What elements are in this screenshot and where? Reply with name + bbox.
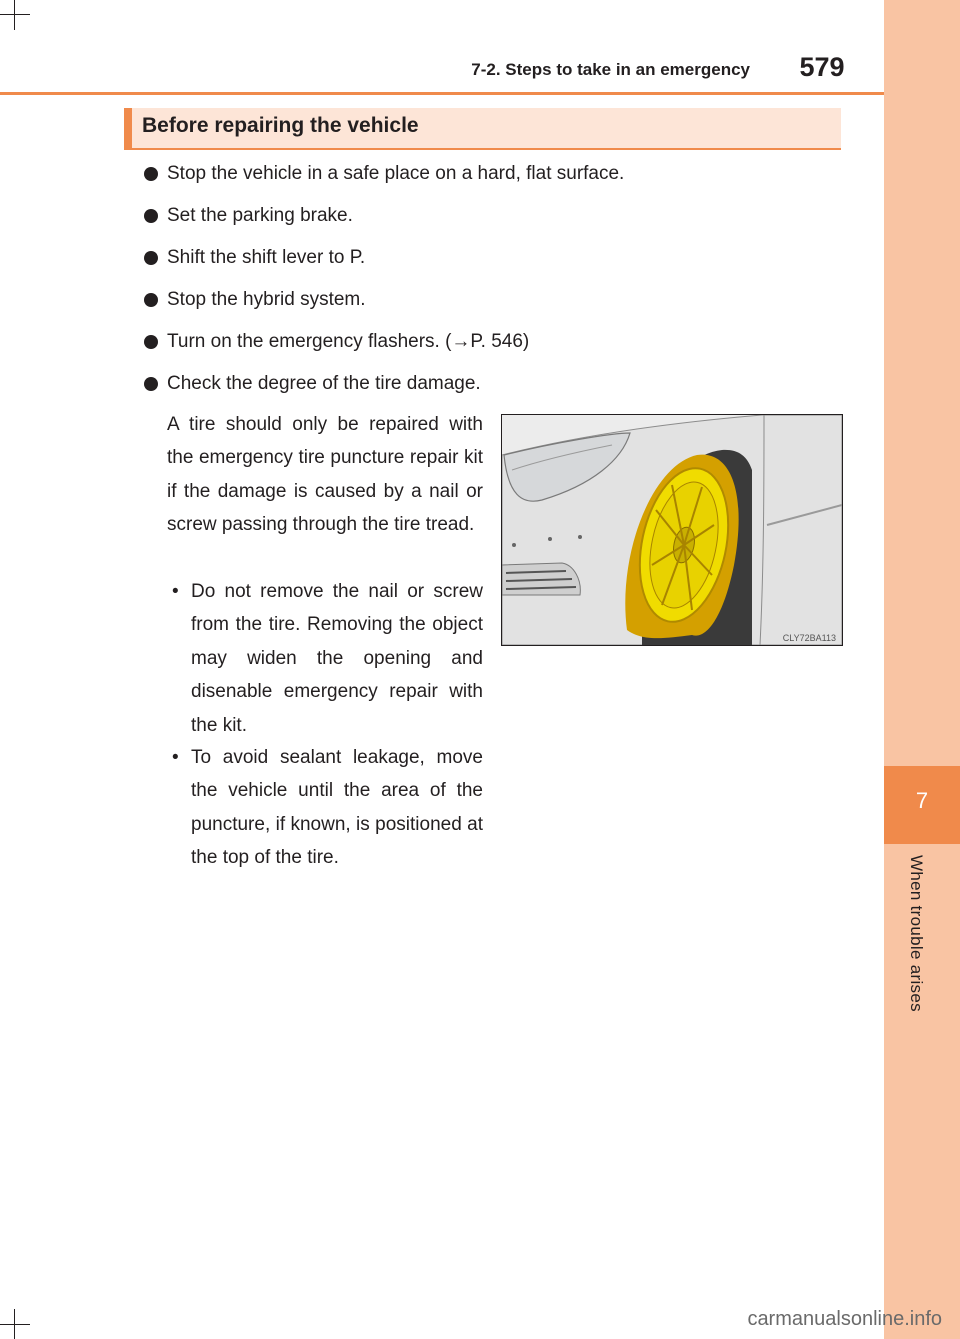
bullet-icon (144, 251, 158, 265)
figure-code: CLY72BA113 (782, 633, 836, 643)
page-number: 579 (799, 52, 845, 82)
flat-tire-illustration (501, 414, 843, 646)
chapter-side-tab (884, 0, 960, 1339)
section-title: Before repairing the vehicle (142, 114, 419, 137)
watermark: carmanualsonline.info (747, 1308, 942, 1330)
bullet-text: Check the degree of the tire damage. (167, 373, 481, 394)
bullet-icon (144, 209, 158, 223)
sub-item-text: Do not remove the nail or screw from the tire. Removing the object may widen the opening and disenable emergency repair with the kit. (191, 581, 483, 736)
sub-bullet-icon: • (172, 747, 179, 768)
sub-item-text: To avoid sealant leakage, move the vehicle until the area of the puncture, if known, is positioned at the top of the tire. (191, 747, 483, 869)
crop-mark (0, 1324, 30, 1325)
running-header: 7-2. Steps to take in an emergency (471, 60, 750, 79)
bullet-icon (144, 335, 158, 349)
bullet-text: Set the parking brake. (167, 205, 353, 226)
crop-mark (0, 14, 30, 15)
chapter-number-box (884, 766, 960, 844)
crop-mark (14, 0, 15, 30)
bullet-text: Stop the vehicle in a safe place on a hard, flat surface. (167, 163, 625, 184)
sub-bullet-icon: • (172, 581, 179, 602)
bullet-icon (144, 167, 158, 181)
bullet-icon (144, 377, 158, 391)
header-rule (0, 92, 884, 95)
body-paragraph: A tire should only be repaired with the emergency tire puncture repair kit if the damage is caused by a nail or screw passing through the tire tread. (167, 414, 483, 536)
chapter-number: 7 (915, 788, 929, 813)
car-wheel-drawing (502, 415, 842, 645)
bullet-icon (144, 293, 158, 307)
bullet-text: Shift the shift lever to P. (167, 247, 366, 268)
chapter-title: When trouble arises (907, 855, 926, 1012)
bullet-text-page-ref[interactable]: Turn on the emergency flashers. (→P. 546) (167, 331, 530, 352)
bullet-text: Stop the hybrid system. (167, 289, 366, 310)
section-heading-accent (124, 108, 132, 150)
